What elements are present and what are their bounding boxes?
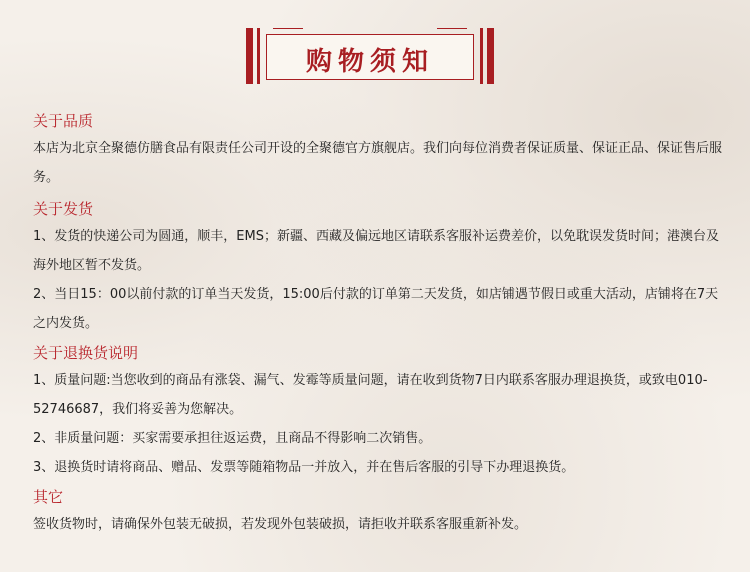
section-shipping [33, 196, 723, 338]
section-paragraph: 2、当日15：00以前付款的订单当天发货，15:00后付款的订单第二天发货，如店铺遇节假日或重大活动，店铺将在7天之内发货。 [33, 287, 719, 331]
page-title: 购物须知 [305, 47, 434, 77]
section-paragraph: 1、发货的快递公司为圆通，顺丰，EMS；新疆、西藏及偏远地区请联系客服补运费差价，以免耽误发货时间；港澳台及海外地区暂不发货。 [33, 229, 719, 273]
section-paragraph: 签收货物时，请确保外包装无破损，若发现外包装破损，请拒收并联系客服重新补发。 [33, 517, 528, 532]
section-quality [33, 108, 723, 192]
section-paragraph: 2、非质量问题：买家需要承担往返运费，且商品不得影响二次销售。 [33, 431, 432, 446]
notice-content [33, 108, 723, 539]
section-paragraph: 3、退换货时请将商品、赠品、发票等随箱物品一并放入，并在售后客服的引导下办理退换货。 [33, 460, 575, 475]
section-heading: 关于品质 [33, 112, 94, 130]
section-paragraph: 1、质量问题:当您收到的商品有涨袋、漏气、发霉等质量问题，请在收到货物7日内联系客服办理退换货，或致电010-52746687，我们将妥善为您解决。 [33, 373, 708, 417]
title-banner [246, 28, 494, 84]
section-paragraph: 本店为北京全聚德仿膳食品有限责任公司开设的全聚德官方旗舰店。我们向每位消费者保证质量、保证正品、保证售后服务。 [33, 141, 723, 185]
section-heading: 关于发货 [33, 200, 94, 218]
section-returns [33, 340, 723, 482]
banner-post-right-inner [480, 28, 483, 84]
banner-post-left-inner [257, 28, 260, 84]
title-box [266, 34, 474, 80]
section-heading: 其它 [33, 488, 64, 506]
section-other [33, 484, 723, 539]
banner-post-left [246, 28, 253, 84]
banner-post-right [487, 28, 494, 84]
section-heading: 关于退换货说明 [33, 344, 139, 362]
